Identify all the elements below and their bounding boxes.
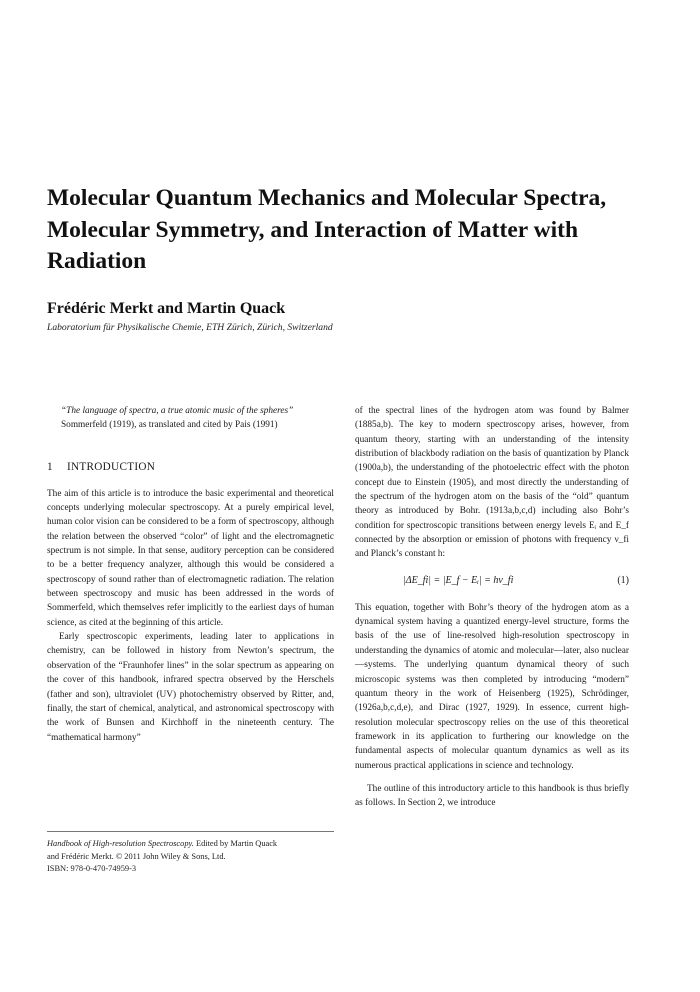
body-paragraph: The aim of this article is to introduce the basic experimental and theoretical concepts underlying molecular spectroscopy. At a purely empirical level, human color vision can be considered to be a form of spectroscopy, although the relation between the observed “color” of light and the electromagnetic spectrum is not simple. In that sense, auditory perception can be considered to be a better frequency analyzer, although this would be considered a spectroscopy of sound rather than of electromagnetic radiation. The relation between spectroscopy and music has been addressed in the words of Sommerfeld, which themselves refer implicitly to the earliest days of human science, as cited at the beginning of this article.	[47, 488, 334, 628]
body-paragraph: This equation, together with Bohr’s theory of the hydrogen atom as a dynamical system having a quantized energy-level structure, forms the basis of the use of line-resolved high-resolution spectroscopy in understanding the dynamics of atomic and molecular—later, also nuclear—systems. The underlying quantum dynamical theory of such microscopic systems was then completed by introducing “modern” quantum theory in the work of Heisenberg (1925), Schrödinger, (1926a,b,c,d,e), and Dirac (1927, 1929). In essence, current high-resolution molecular spectroscopy relies on the use of this theoretical framework in its application to furthering our knowledge on the fundamental aspects of molecular quantum dynamics as well as its numerous practical applications in science and technology.	[355, 602, 629, 771]
footnote-editors: Edited by Martin Quack	[193, 839, 278, 848]
equation-number: (1)	[617, 574, 629, 586]
footnote-copyright: and Frédéric Merkt. © 2011 John Wiley & Sons, Ltd.	[47, 851, 226, 861]
article-title: Molecular Quantum Mechanics and Molecular Spectra, Molecular Symmetry, and Interaction of Matter with Radiation	[47, 185, 607, 274]
section-title: INTRODUCTION	[67, 460, 156, 473]
section-heading	[47, 460, 334, 474]
section-number: 1	[47, 460, 53, 473]
equation-1	[355, 574, 629, 588]
body-paragraph: Early spectroscopic experiments, leading later to applications in chemistry, can be followed in history from Newton’s spectrum, the observation of the “Fraunhofer lines” in the solar spectrum as appearing on the cover of this handbook, infrared spectra observed by the Herschels (father and son), ultraviolet (UV) photochemistry observed by Ritter, and, finally, the start of chemical, analytical, and astronomical spectroscopy with the work of Bunsen and Kirchhoff in the nineteenth century. The “mathematical harmony”	[47, 632, 334, 743]
body-paragraph: The outline of this introductory article to this handbook is thus briefly as follows. In Section 2, we introduce	[355, 783, 629, 809]
footnote-rule	[47, 831, 334, 832]
author-affiliation: Laboratorium für Physikalische Chemie, ETH Zürich, Zürich, Switzerland	[47, 322, 333, 333]
equation-body: |ΔE_fi| = |E_f − Eᵢ| = hν_fi	[403, 574, 514, 586]
epigraph-quote: “The language of spectra, a true atomic music of the spheres”	[61, 406, 294, 416]
left-column	[47, 404, 334, 745]
right-column	[355, 404, 629, 811]
copyright-footnote	[47, 838, 334, 876]
epigraph	[61, 404, 323, 433]
article-authors: Frédéric Merkt and Martin Quack	[47, 300, 286, 317]
body-paragraph: of the spectral lines of the hydrogen atom was found by Balmer (1885a,b). The key to modern spectroscopy arises, however, from quantum theory, starting with an understanding of the intensity distribution of blackbody radiation on the basis of quantization by Planck (1900a,b), the understanding of the photoelectric effect with the photon concept due to Einstein (1905), and most directly the understanding of the spectrum of the hydrogen atom on the basis of the “old” quantum theory as introduced by Bohr. (1913a,b,c,d) including also Bohr’s condition for spectroscopic transitions between energy levels Eᵢ and E_f connected by the absorption or emission of photons with frequency ν_fi and Planck’s constant h:	[355, 406, 629, 560]
epigraph-attribution: Sommerfeld (1919), as translated and cited by Pais (1991)	[61, 420, 278, 431]
footnote-book-title: Handbook of High-resolution Spectroscopy.	[47, 839, 194, 848]
footnote-isbn: ISBN: 978-0-470-74959-3	[47, 864, 137, 873]
